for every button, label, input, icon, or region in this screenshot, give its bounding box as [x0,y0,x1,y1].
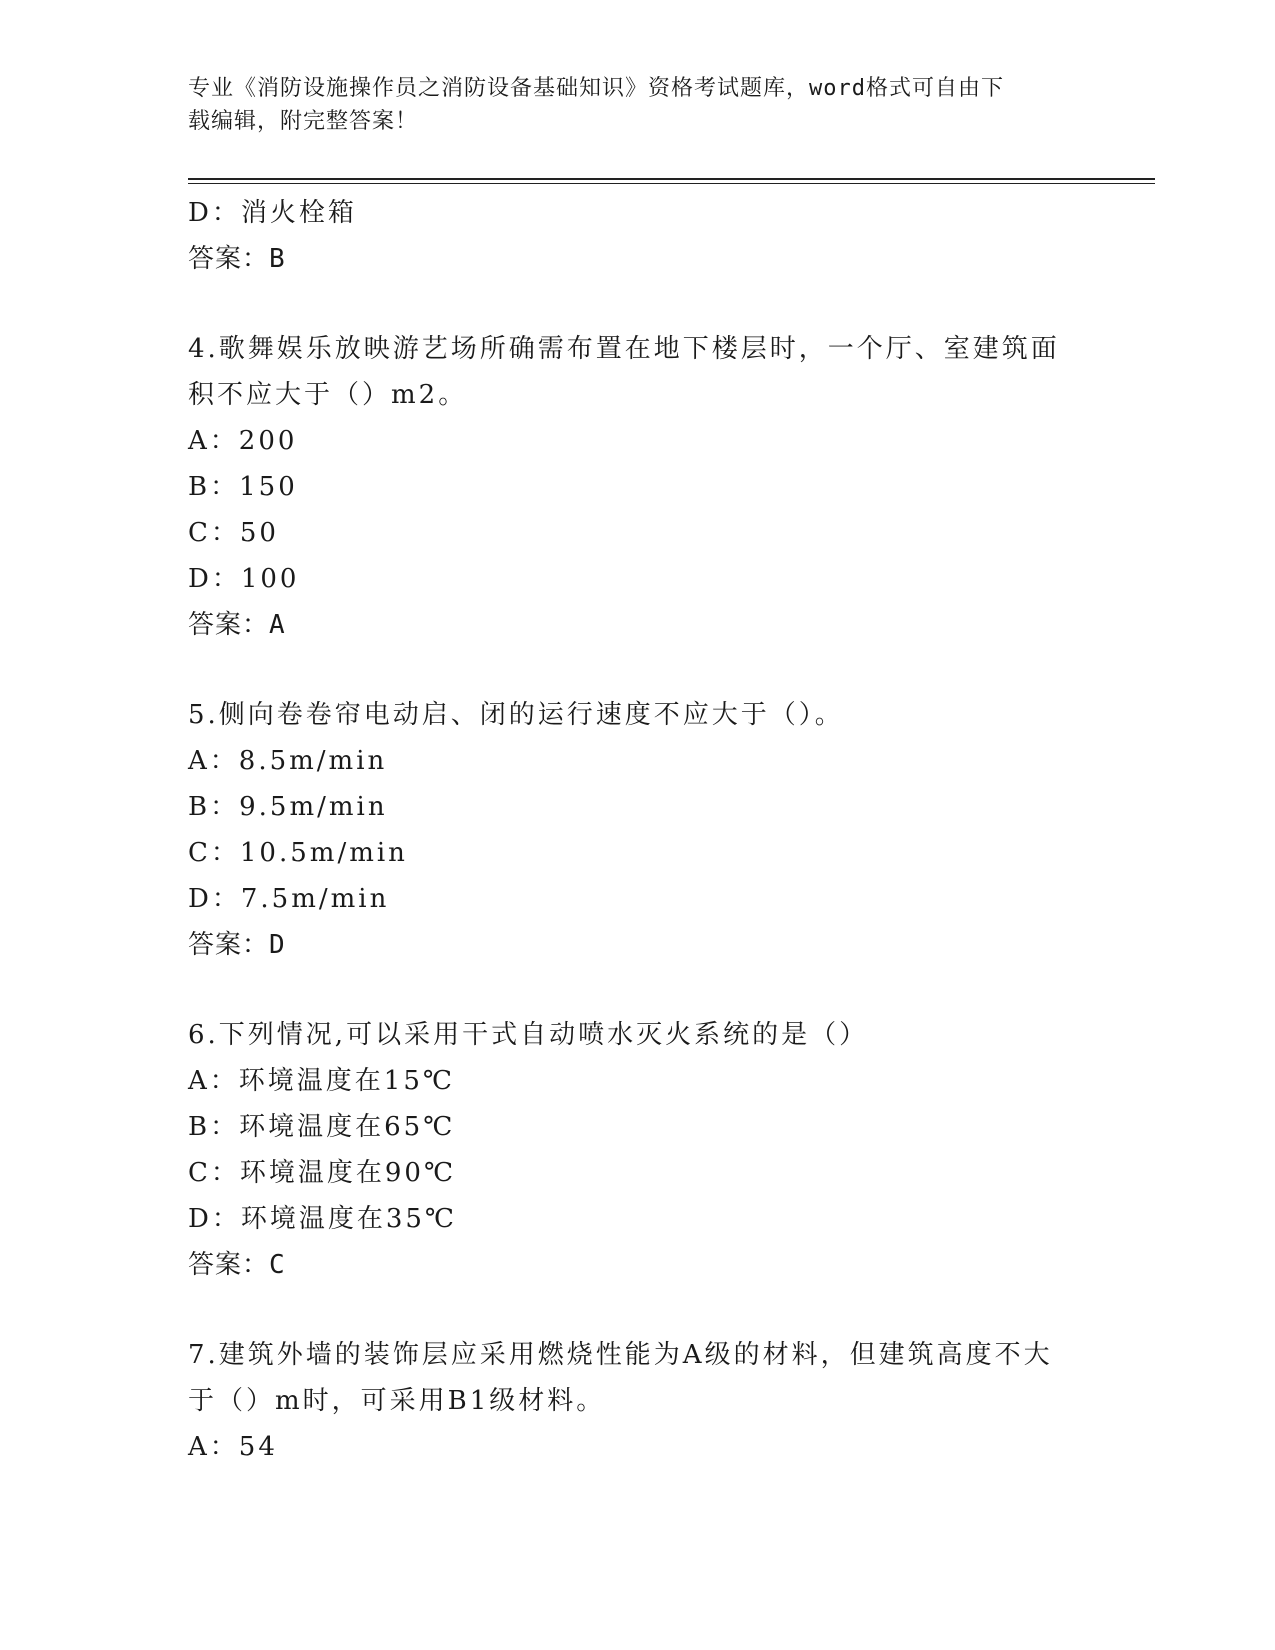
option-c: C：50 [188,518,279,548]
header-line-1: 专业《消防设施操作员之消防设备基础知识》资格考试题库，word格式可自由下 [188,76,1004,101]
option-b: B：150 [188,472,298,502]
option-d: D：消火栓箱 [188,198,357,228]
question-text: 积不应大于（）m2。 [188,380,468,410]
option-a: A：200 [188,426,298,456]
option-c: C：环境温度在90℃ [188,1158,457,1188]
document-header [188,72,1068,138]
option-a: A：54 [188,1432,278,1462]
question-list [188,190,1068,1470]
option-d: D：100 [188,564,300,594]
question-5 [188,692,1068,968]
question-text: 5.侧向卷卷帘电动启、闭的运行速度不应大于（）。 [188,700,844,730]
option-a: A：环境温度在15℃ [188,1066,455,1096]
question-4 [188,326,1068,648]
answer: 答案：A [188,610,286,640]
header-line-2: 载编辑，附完整答案！ [188,109,419,134]
question-text: 于（）m时，可采用B1级材料。 [188,1386,606,1416]
question-text: 4.歌舞娱乐放映游艺场所确需布置在地下楼层时，一个厅、室建筑面 [188,334,1060,364]
option-a: A：8.5m/min [188,746,388,776]
option-b: B：9.5m/min [188,792,388,822]
answer: 答案：C [188,1250,286,1280]
answer: 答案：B [188,244,286,274]
header-rule-top [188,178,1155,180]
option-d: D：环境温度在35℃ [188,1204,458,1234]
option-d: D：7.5m/min [188,884,390,914]
header-rule-bottom [188,183,1155,184]
question-7 [188,1332,1068,1470]
option-c: C：10.5m/min [188,838,408,868]
question-text: 6.下列情况,可以采用干式自动喷水灭火系统的是（） [188,1020,869,1050]
answer: 答案：D [188,930,286,960]
question-6 [188,1012,1068,1288]
question-text: 7.建筑外墙的装饰层应采用燃烧性能为A级的材料，但建筑高度不大 [188,1340,1053,1370]
option-b: B：环境温度在65℃ [188,1112,456,1142]
